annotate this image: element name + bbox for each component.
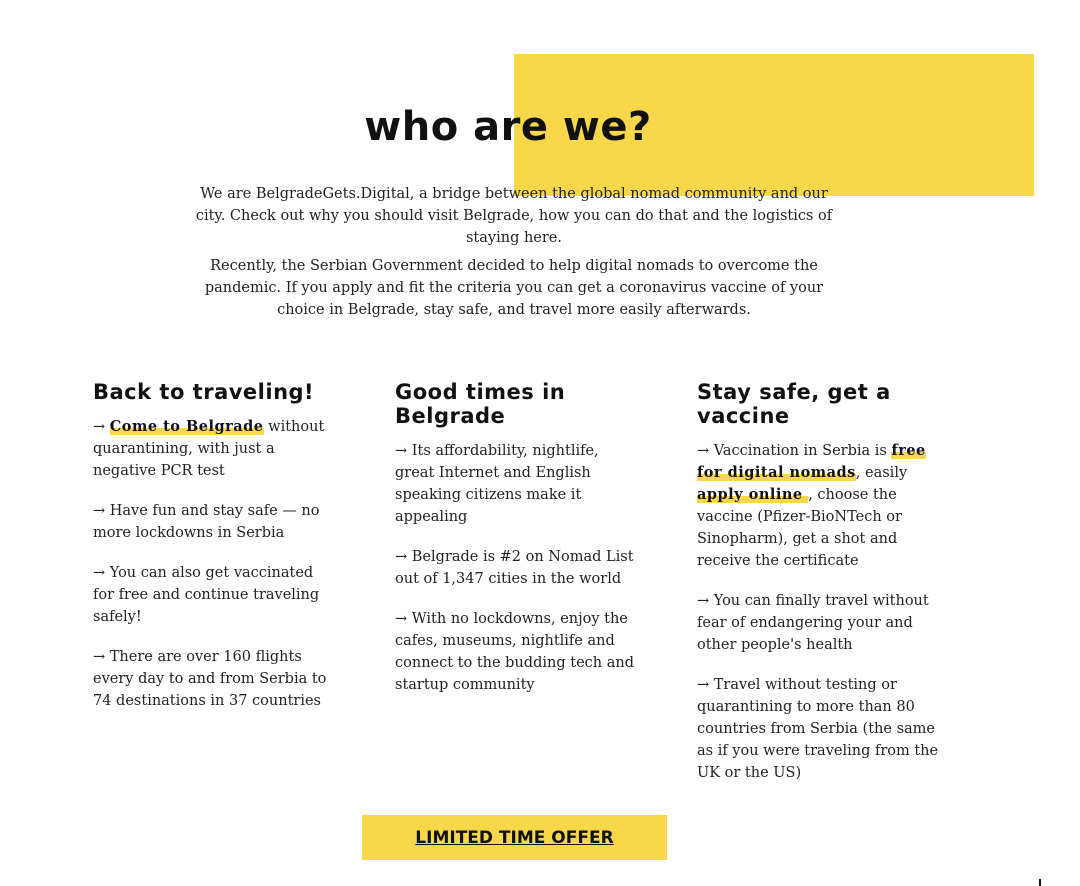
come-to-belgrade-link[interactable]: Come to Belgrade bbox=[109, 418, 264, 435]
column-heading: Back to traveling! bbox=[93, 380, 315, 404]
column-stay-safe bbox=[697, 380, 942, 802]
list-item: → Belgrade is #2 on Nomad List out of 1,347 cities in the world bbox=[395, 549, 634, 587]
list-item: → Have fun and stay safe — no more lockdowns in Serbia bbox=[93, 503, 320, 541]
apply-online-link[interactable]: apply online bbox=[697, 486, 809, 503]
column-heading: Stay safe, get a vaccine bbox=[697, 380, 891, 428]
list-item: → Its affordability, nightlife, great Internet and English speaking citizens make it appealing bbox=[395, 443, 599, 525]
limited-time-offer-button[interactable]: LIMITED TIME OFFER bbox=[362, 815, 667, 860]
list-item: → Vaccination in Serbia is free for digital nomads, easily apply online , choose the vaccine (Pfizer-BioNTech or Sinopharm), get a shot and receive the certificate bbox=[697, 442, 926, 569]
list-item: → Come to Belgrade without quarantining, with just a negative PCR test bbox=[93, 418, 325, 479]
intro-paragraph: Recently, the Serbian Government decided to help digital nomads to overcome the pandemic. If you apply and fit the criteria you can get a coronavirus vaccine of your choice in Belgrade, stay safe, and travel more easily afterwards. bbox=[204, 258, 824, 318]
list-item: → Travel without testing or quarantining to more than 80 countries from Serbia (the same as if you were traveling from the UK or the US) bbox=[697, 677, 939, 781]
list-item: → You can also get vaccinated for free and continue traveling safely! bbox=[93, 565, 320, 625]
list-item: → There are over 160 flights every day to and from Serbia to 74 destinations in 37 countries bbox=[93, 649, 327, 709]
list-item: → With no lockdowns, enjoy the cafes, museums, nightlife and connect to the budding tech and startup community bbox=[395, 611, 634, 693]
list-item: → You can finally travel without fear of endangering your and other people's health bbox=[697, 593, 929, 653]
column-back-to-traveling bbox=[93, 380, 338, 730]
free-for-digital-nomads-link[interactable]: free for digital nomads bbox=[697, 442, 926, 481]
text-cursor-mark bbox=[1039, 879, 1041, 886]
intro-paragraph: We are BelgradeGets.Digital, a bridge between the global nomad community and our city. Check out why you should visit Belgrade, how you can do that and the logistics of staying here. bbox=[195, 186, 833, 246]
column-good-times bbox=[395, 380, 640, 714]
page-title: who are we? bbox=[364, 104, 652, 150]
column-heading: Good times in Belgrade bbox=[395, 380, 566, 428]
